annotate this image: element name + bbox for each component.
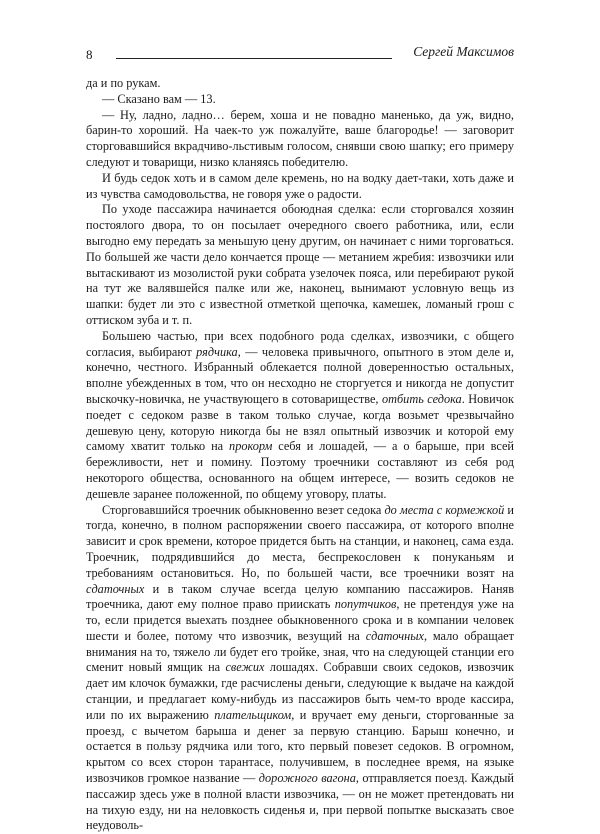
italic-phrase: попутчиков <box>334 597 397 612</box>
italic-phrase: свежих <box>225 660 265 675</box>
header-rule <box>116 58 392 59</box>
italic-phrase: дорожного вагона <box>258 771 356 786</box>
running-head-author: Сергей Максимов <box>413 44 514 59</box>
paragraph: Сторговавшийся троечник обыкновенно везет седока до места с кормежкой и тогда, конечно, в полном распоряжении своего пассажира, от которого вполне зависит и срок времени, которое придется быть на станции, и наконец, сама езда. Троечник, подрядившийся до места, беспрекословен к понуканьям и требованиям остановиться. Но, по большей части, все троечники возят на сдаточных и в таком случае всегда целую компанию пассажиров. Наняв троечника, дают ему полное право приискать попутчиков, не претендуя уже на то, если придется выехать позднее обыкновенного срока и в компании человек шести и более, потому что извозчик, везущий на сдаточных, мало обращает внимания на то, тяжело ли будет его тройке, зная, что на следующей станции его сменит новый ямщик на свежих лошадях. Собравши своих седоков, извозчик дает им клочок бумажки, где расчислены деньги, следующие к выдаче на каждой станции, и предлагает кому-нибудь из пассажиров быть чем-то вроде кассира, или по их выражению плательщиком, и вручает ему деньги, сторгованные за проезд, с вычетом барыша и денег за первую станцию. Барыш конечно, и остается в пользу рядчика или того, кто первый повезет седоков. В огромном, крытом со всех сторон тарантасе, получившем, в последнее время, на языке извозчиков громкое название — дорожного вагона, отправляется поезд. Каждый пассажир здесь уже в полной власти извозчика, — он не может претендовать ни на тихую езду, ни на неловкость сиденья и, при первой попытке высказать свое неудоволь- <box>86 502 514 833</box>
page-number: 8 <box>86 47 93 62</box>
italic-phrase: сдаточных <box>86 581 145 596</box>
italic-phrase: сдаточных <box>365 628 424 643</box>
paragraph: — Ну, ладно, ладно… берем, хоша и не повадно маненько, да уж, видно, барин-то хороший. На чаек-то уж пожалуйте, ваше благородье! — заговорит сторговавшийся вкрадчиво-льстивым голосом, снявши свою шапку; его примеру следуют и товарищи, низко кланяясь победителю. <box>86 107 514 169</box>
paragraph: Большею частью, при всех подобного рода сделках, извозчики, с общего согласия, выбирают рядчика, — человека привычного, опытного в этом деле и, конечно, честного. Избранный облекается полной доверенностью остальных, вполне убежденных в том, что он несходно не сторгуется и никогда не допустит выскочку-новичка, не участвующего в сотовариществе, отбить седока. Новичок поедет с седоком разве в таком только случае, когда возьмет чрезвычайно дешевую цену, которую никогда бы не взял опытный извозчик и которой ему самому хватит только на прокорм себя и лошадей, — а о барыше, при всей бережливости, нет и помину. Поэтому троечники составляют из себя род некоторого общества, основанного на общем интересе, — возить седоков не дешевле заранее положенной, по общему уговору, платы. <box>86 328 515 501</box>
italic-phrase: прокорм <box>229 439 273 454</box>
italic-phrase: до места с кормежкой <box>384 502 505 517</box>
paragraph: — Сказано вам — 13. <box>102 91 216 106</box>
page-header <box>86 44 514 68</box>
body-text <box>86 76 514 834</box>
paragraph: И будь седок хоть и в самом деле кремень, но на водку дает-таки, хоть даже и из чувства самодовольства, не говоря уже о радости. <box>86 170 514 201</box>
italic-phrase: отбить седока <box>381 391 462 406</box>
paragraph: да и по рукам. <box>86 76 161 90</box>
italic-phrase: плательщиком <box>214 707 292 722</box>
paragraph: По уходе пассажира начинается обоюдная сделка: если сторговался хозяин постоялого двора, то он посылает очередного своего работника, или, если выгодно ему передать за меньшую цену другим, он начинает с ними торговаться. По большей же части дело кончается проще — метанием жребия: извозчики или вытаскивают из мозолистой руки собрата узелочек пояса, или перебирают рукой на тут же валявшейся палке или же, наконец, вынимают условную вещь из шапки: будет ли это с известной отметкой щепочка, камешек, ломаный грош с оттиском зуба и т. п. <box>86 202 514 327</box>
italic-phrase: рядчика <box>196 344 238 359</box>
